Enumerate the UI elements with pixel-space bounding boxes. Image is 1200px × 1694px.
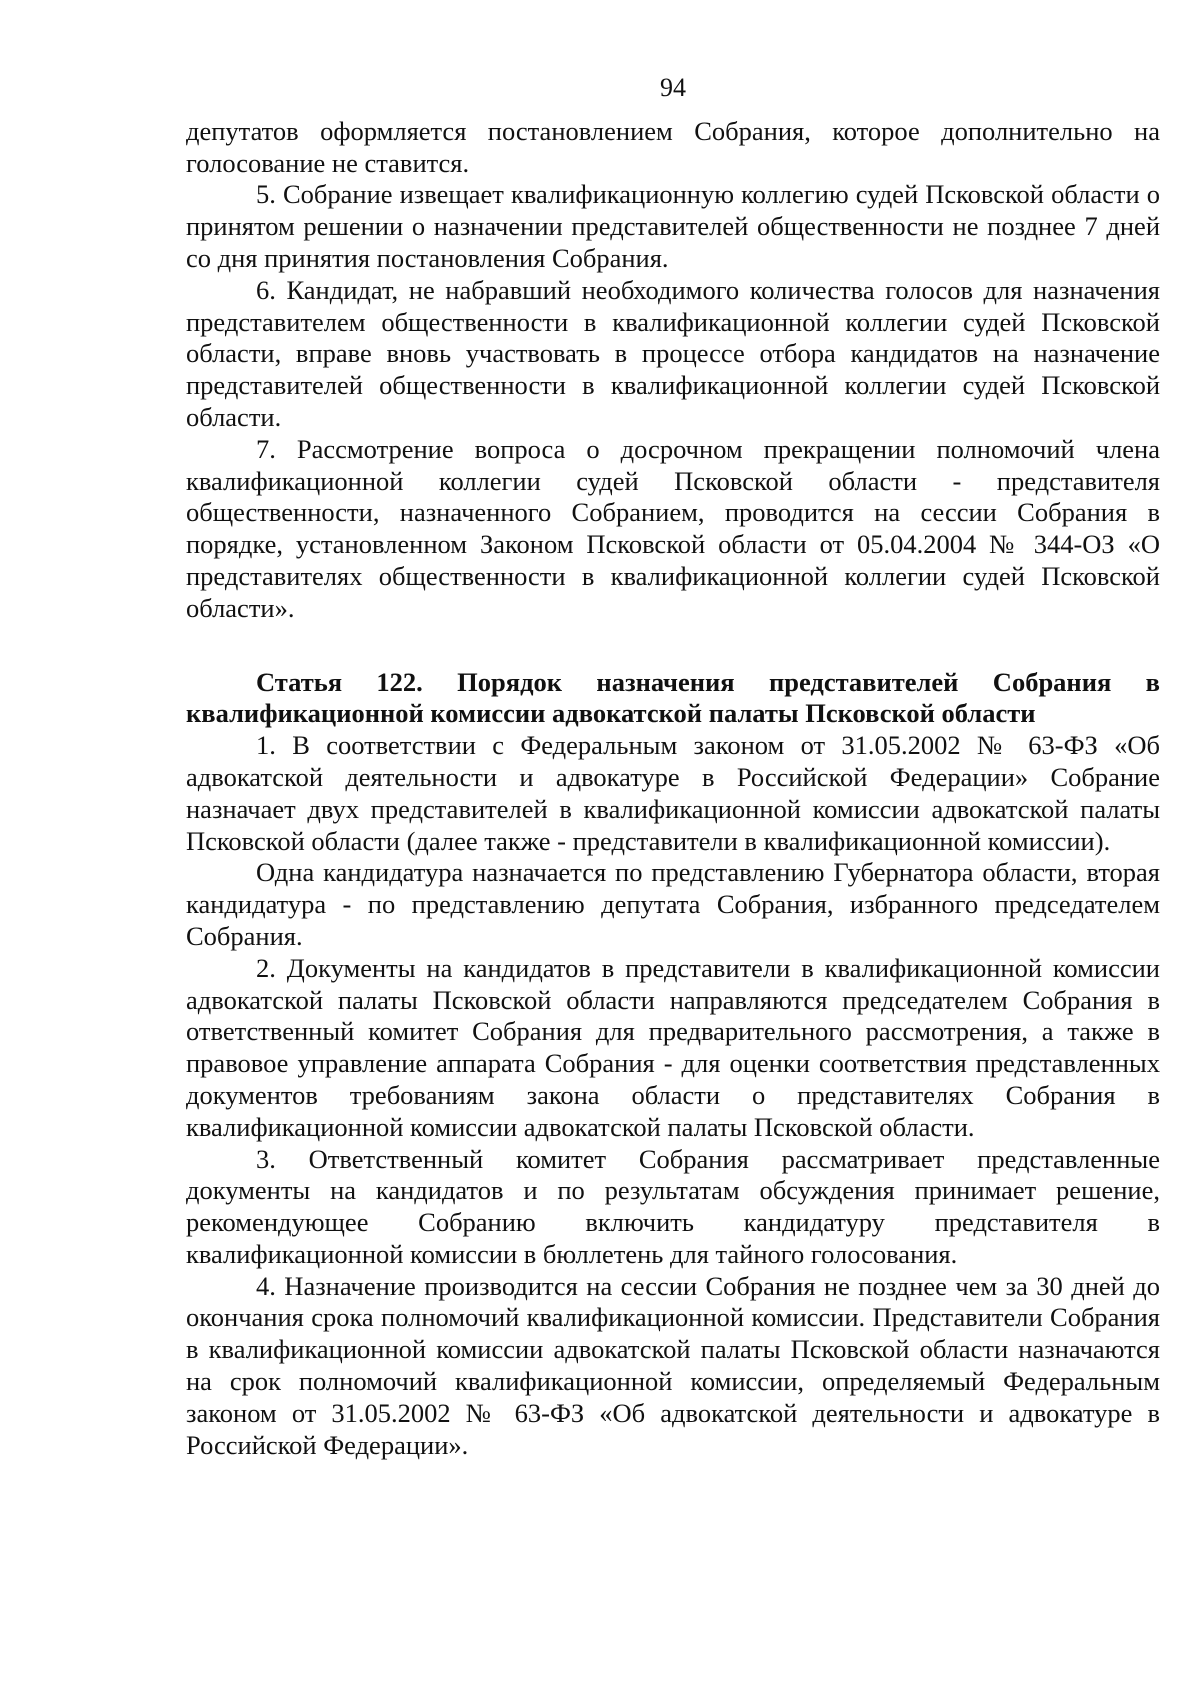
- paragraph-item-5: 5. Собрание извещает квалификационную коллегию судей Псковской области о принятом решении о назначении представителей общественности не позднее 7 дней со дня принятия постановления Собрания.: [186, 179, 1160, 273]
- paragraph-item-7: 7. Рассмотрение вопроса о досрочном прекращении полномочий члена квалификационной коллегии судей Псковской области - представителя общественности, назначенного Собранием, проводится на сессии Собрания в порядке, установленном Законом Псковской области от 05.04.2004 № 344-ОЗ «О представителях общественности в квалификационной коллегии судей Псковской области».: [186, 433, 1160, 623]
- article-heading: Статья 122. Порядок назначения представителей Собрания в квалификационной комиссии адвокатской палаты Псковской области: [186, 666, 1160, 729]
- document-page: [186, 72, 1160, 1461]
- page-number: 94: [660, 73, 686, 102]
- article-paragraph-2: 2. Документы на кандидатов в представители в квалификационной комиссии адвокатской палаты Псковской области направляются председателем Собрания в ответственный комитет Собрания для предварительного рассмотрения, а также в правовое управление аппарата Собрания - для оценки соответствия представленных документов требованиям закона области о представителях Собрания в квалификационной комиссии адвокатской палаты Псковской области.: [186, 952, 1160, 1142]
- paragraph-continuation: депутатов оформляется постановлением Собрания, которое дополнительно на голосование не ставится.: [186, 115, 1160, 178]
- section-spacer: [186, 625, 1160, 667]
- article-paragraph-1: 1. В соответствии с Федеральным законом от 31.05.2002 № 63-ФЗ «Об адвокатской деятельности и адвокатуре в Российской Федерации» Собрание назначает двух представителей в квалификационной комиссии адвокатской палаты Псковской области (далее также - представители в квалификационной комиссии).: [186, 730, 1160, 856]
- article-paragraph-3: 3. Ответственный комитет Собрания рассматривает представленные документы на кандидатов и по результатам обсуждения принимает решение, рекомендующее Собранию включить кандидатуру представителя в квалификационной комиссии в бюллетень для тайного голосования.: [186, 1143, 1160, 1269]
- article-paragraph-candidates: Одна кандидатура назначается по представлению Губернатора области, вторая кандидатура - по представлению депутата Собрания, избранного председателем Собрания.: [186, 857, 1160, 951]
- article-paragraph-4: 4. Назначение производится на сессии Собрания не позднее чем за 30 дней до окончания срока полномочий квалификационной комиссии. Представители Собрания в квалификационной комиссии адвокатской палаты Псковской области назначаются на срок полномочий квалификационной комиссии, определяемый Федеральным законом от 31.05.2002 № 63-ФЗ «Об адвокатской деятельности и адвокатуре в Российской Федерации».: [186, 1270, 1160, 1460]
- paragraph-item-6: 6. Кандидат, не набравший необходимого количества голосов для назначения представителем общественности в квалификационной коллегии судей Псковской области, вправе вновь участвовать в процессе отбора кандидатов на назначение представителей общественности в квалификационной коллегии судей Псковской области.: [186, 274, 1160, 432]
